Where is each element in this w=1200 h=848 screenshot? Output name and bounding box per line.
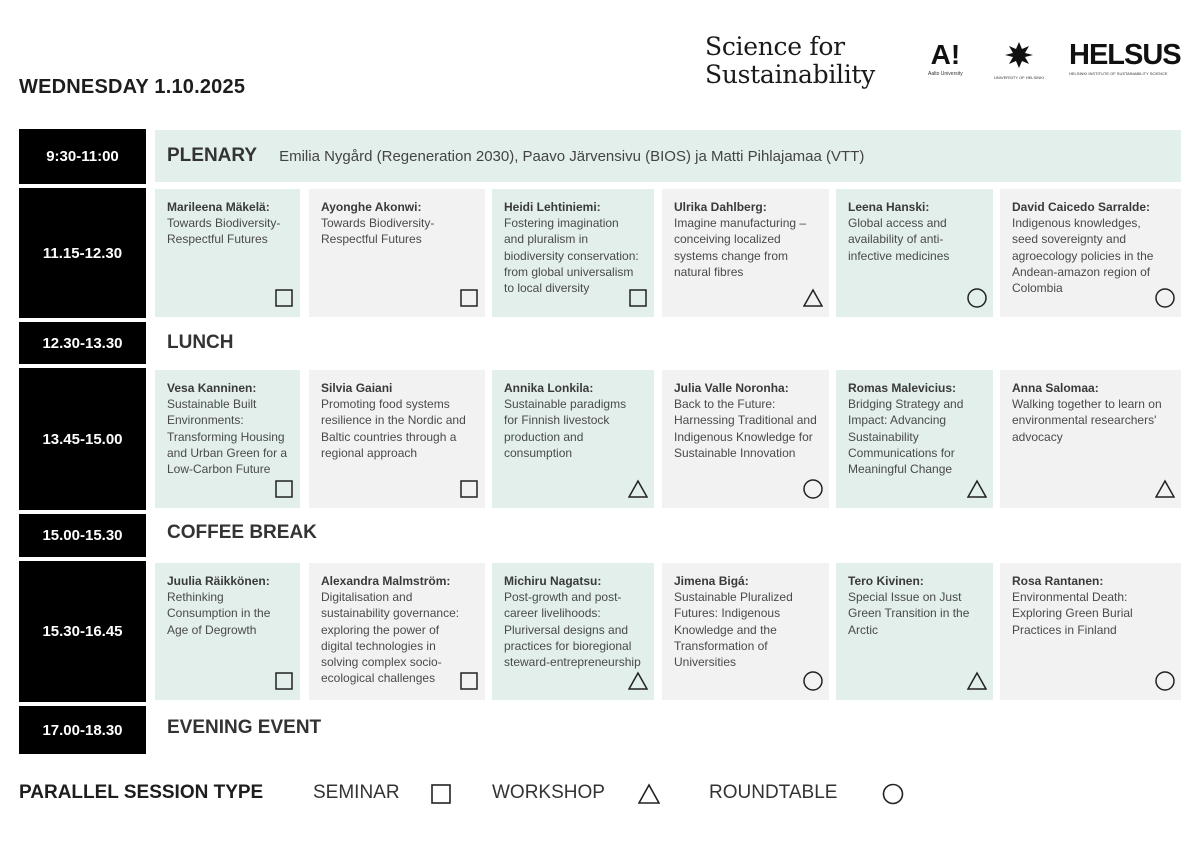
session-cell — [155, 189, 300, 317]
session-topic: Special Issue on Just Green Transition in the Arctic — [848, 590, 970, 637]
session-cell — [1000, 189, 1181, 317]
session-topic: Post-growth and post-career livelihoods: Pluriversal designs and practices for bioregional steward-entrepreneurship — [504, 590, 641, 670]
session-topic: Towards Biodiversity-Respectful Futures — [167, 216, 281, 247]
presenter-name: Julia Valle Noronha: — [674, 381, 789, 395]
session-cell — [662, 189, 829, 317]
plenary-label: PLENARY — [167, 145, 258, 166]
roundtable-circle-icon — [1155, 288, 1175, 308]
presenter-name: Leena Hanski: — [848, 200, 930, 214]
roundtable-circle-icon — [803, 479, 823, 499]
session-topic: Rethinking Consumption in the Age of Degrowth — [167, 590, 271, 637]
session-topic: Sustainable Pluralized Futures: Indigenous Knowledge and the Transformation of Universities — [674, 590, 793, 670]
plenary-speakers: Emilia Nygård (Regeneration 2030), Paavo Järvensivu (BIOS) ja Matti Pihlajamaa (VTT) — [279, 147, 865, 165]
session-topic: Sustainable Built Environments: Transforming Housing and Urban Green for a Low-Carbon Future — [167, 397, 288, 477]
seminar-square-icon — [459, 288, 479, 308]
aalto-mark: A! — [930, 39, 961, 70]
session-topic: Promoting food systems resilience in the Nordic and Baltic countries through a regional approach — [321, 397, 466, 460]
session-topic: Fostering imagination and pluralism in biodiversity conservation: from global universalism to local diversity — [504, 216, 639, 296]
presenter-name: Ayonghe Akonwi: — [321, 200, 422, 214]
evening-event-label: EVENING EVENT — [167, 717, 322, 738]
presenter-name: Alexandra Malmström: — [321, 574, 451, 588]
session-topic: Towards Biodiversity-Respectful Futures — [321, 216, 435, 247]
science-for-sustainability-logo — [705, 33, 875, 89]
session-cell — [1000, 370, 1181, 508]
seminar-square-icon — [274, 288, 294, 308]
presenter-name: David Caicedo Sarralde: — [1012, 200, 1151, 214]
time-lunch: 12.30-13.30 — [19, 322, 146, 364]
session-cell — [492, 370, 654, 508]
presenter-name: Tero Kivinen: — [848, 574, 924, 588]
session-topic: Environmental Death: Exploring Green Burial Practices in Finland — [1012, 590, 1133, 637]
lunch-label: LUNCH — [167, 332, 234, 353]
helsinki-emblem-icon — [1002, 40, 1036, 70]
session-topic: Indigenous knowledges, seed sovereignty and agroecology policies in the Andean-amazon region of Colombia — [1012, 216, 1154, 296]
workshop-triangle-icon — [1155, 479, 1175, 499]
time-evening-event: 17.00-18.30 — [19, 706, 146, 754]
workshop-triangle-icon — [628, 479, 648, 499]
time-session-2: 13.45-15.00 — [19, 368, 146, 510]
roundtable-circle-icon — [1155, 671, 1175, 691]
roundtable-circle-icon — [803, 671, 823, 691]
session-cell — [492, 563, 654, 700]
time-session-3: 15.30-16.45 — [19, 561, 146, 702]
workshop-triangle-icon — [638, 783, 660, 805]
workshop-triangle-icon — [803, 288, 823, 308]
session-cell — [309, 189, 485, 317]
legend-seminar-label: SEMINAR — [313, 782, 400, 803]
university-of-helsinki-logo — [994, 40, 1044, 80]
session-cell — [155, 370, 300, 508]
time-plenary: 9:30-11:00 — [19, 129, 146, 184]
presenter-name: Ulrika Dahlberg: — [674, 200, 767, 214]
roundtable-circle-icon — [967, 288, 987, 308]
coffee-break-label: COFFEE BREAK — [167, 522, 317, 543]
aalto-caption: Aalto University — [928, 71, 963, 77]
seminar-square-icon — [628, 288, 648, 308]
presenter-name: Rosa Rantanen: — [1012, 574, 1104, 588]
logo-line-1: Science for — [705, 32, 845, 61]
presenter-name: Juulia Räikkönen: — [167, 574, 270, 588]
session-topic: Sustainable paradigms for Finnish livestock production and consumption — [504, 397, 627, 460]
presenter-name: Vesa Kanninen: — [167, 381, 257, 395]
session-cell — [309, 563, 485, 700]
seminar-square-icon — [459, 479, 479, 499]
logo-line-2: Sustainability — [705, 60, 875, 89]
workshop-triangle-icon — [967, 671, 987, 691]
session-cell — [662, 563, 829, 700]
presenter-name: Anna Salomaa: — [1012, 381, 1099, 395]
presenter-name: Michiru Nagatsu: — [504, 574, 602, 588]
session-topic: Imagine manufacturing – conceiving localized systems change from natural fibres — [674, 216, 807, 279]
presenter-name: Heidi Lehtiniemi: — [504, 200, 601, 214]
seminar-square-icon — [459, 671, 479, 691]
presenter-name: Romas Malevicius: — [848, 381, 957, 395]
session-topic: Global access and availability of anti-infective medicines — [848, 216, 950, 263]
helsus-logo — [1069, 40, 1181, 76]
session-cell — [836, 563, 993, 700]
session-topic: Digitalisation and sustainability governance: exploring the power of digital technologies in solving complex socio-ecological challenges — [321, 590, 460, 686]
session-topic: Walking together to learn on environmental researchers' advocacy — [1012, 397, 1162, 444]
uh-caption: UNIVERSITY OF HELSINKI — [994, 75, 1044, 80]
legend-roundtable-label: ROUNDTABLE — [709, 782, 838, 803]
presenter-name: Marileena Mäkelä: — [167, 200, 270, 214]
aalto-logo — [928, 41, 963, 77]
time-coffee-break: 15.00-15.30 — [19, 514, 146, 557]
session-cell — [492, 189, 654, 317]
seminar-square-icon — [274, 671, 294, 691]
session-cell — [155, 563, 300, 700]
legend-title: PARALLEL SESSION TYPE — [19, 782, 264, 803]
helsus-caption: HELSINKI INSTITUTE OF SUSTAINABILITY SCIENCE — [1069, 71, 1168, 76]
session-cell — [836, 189, 993, 317]
workshop-triangle-icon — [967, 479, 987, 499]
roundtable-circle-icon — [882, 783, 904, 805]
presenter-name: Jimena Bigá: — [674, 574, 749, 588]
session-cell — [662, 370, 829, 508]
helsus-mark: HELSUS — [1069, 39, 1181, 71]
session-topic: Back to the Future: Harnessing Traditional and Indigenous Knowledge for Sustainable Innovation — [674, 397, 817, 460]
session-cell — [836, 370, 993, 508]
seminar-square-icon — [430, 783, 452, 805]
plenary-bar — [155, 130, 1181, 182]
schedule-date: WEDNESDAY 1.10.2025 — [19, 76, 246, 98]
time-session-1: 11.15-12.30 — [19, 188, 146, 318]
session-cell — [1000, 563, 1181, 700]
presenter-name: Annika Lonkila: — [504, 381, 594, 395]
session-topic: Bridging Strategy and Impact: Advancing Sustainability Communications for Meaningful Change — [848, 397, 964, 477]
session-cell — [309, 370, 485, 508]
legend-workshop-label: WORKSHOP — [492, 782, 605, 803]
presenter-name: Silvia Gaiani — [321, 381, 393, 395]
seminar-square-icon — [274, 479, 294, 499]
workshop-triangle-icon — [628, 671, 648, 691]
